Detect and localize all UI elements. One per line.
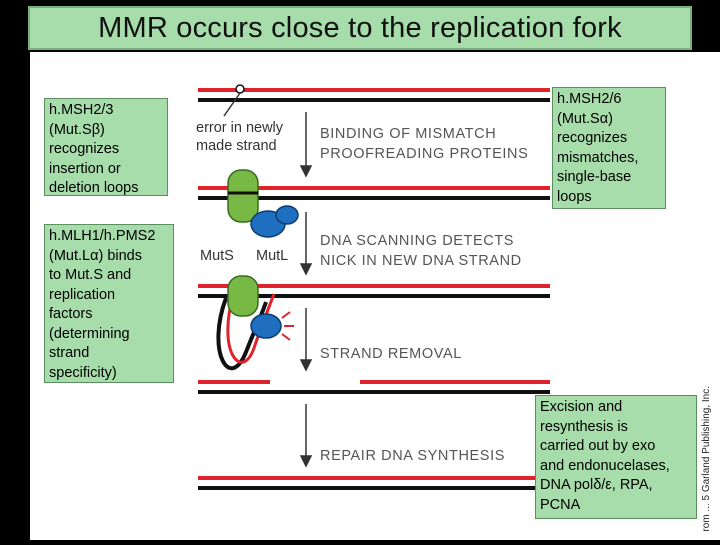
mutl-label: MutL [256,248,289,264]
mutl-protein [251,314,281,338]
error-label-line2: made strand [196,138,277,154]
muts-protein [228,276,258,316]
muts-label: MutS [200,248,234,264]
step1-label-line1: BINDING OF MISMATCH [320,126,497,142]
step3-label: STRAND REMOVAL [320,346,462,362]
dna-repaired-step5 [198,478,550,488]
muts-protein [228,170,258,222]
step4-label: REPAIR DNA SYNTHESIS [320,448,505,464]
slide-title: MMR occurs close to the replication fork [98,11,622,44]
step2-label-line2: NICK IN NEW DNA STRAND [320,253,522,269]
step2-label-line1: DNA SCANNING DETECTS [320,233,515,249]
step1-label-line2: PROOFREADING PROTEINS [320,146,529,162]
note-msh2-3: h.MSH2/3 (Mut.Sβ) recognizes insertion or deletion loops [44,98,168,196]
note-msh2-6: h.MSH2/6 (Mut.Sα) recognizes mismatches, single-base loops [552,87,666,209]
step-arrows [301,112,311,466]
dna-duplex-step1 [198,85,550,100]
note-excision-resynthesis: Excision and resynthesis is carried out by exo and endonucelases, DNA polδ/ε, RPA, PCNA [535,395,697,519]
error-label-line1: error in newly [196,120,284,136]
nick-signal-marks [282,312,294,340]
mismatch-bulge [236,85,244,93]
error-pointer [224,93,240,116]
mutl-subunit [276,206,298,224]
copyright-text: rom ... 5 Garland Publishing, Inc. [701,386,712,532]
slide-title-bar [28,6,692,50]
dna-gap-step4 [198,382,550,392]
dna-duplex-step2 [198,170,550,237]
note-mlh1-pms2: h.MLH1/h.PMS2 (Mut.Lα) binds to Mut.S and replication factors (determining strand specificity) [44,224,174,383]
copyright-credit [698,52,720,540]
